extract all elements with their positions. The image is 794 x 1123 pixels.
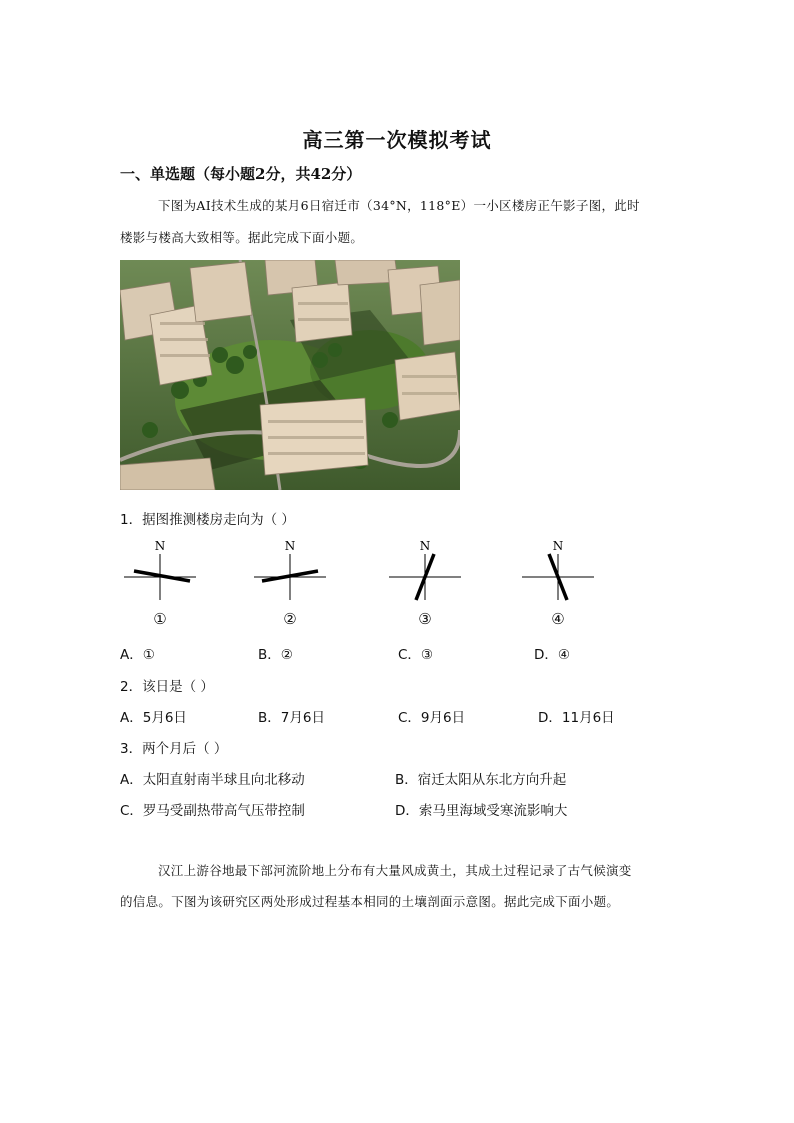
- section-heading: 一、单选题（每小题2分，共42分）: [120, 165, 362, 183]
- q2-option-d[interactable]: D．11月6日: [538, 710, 615, 726]
- q3-option-a[interactable]: A．太阳直射南半球且向北移动: [120, 772, 305, 788]
- passage2-line2: 的信息。下图为该研究区两处形成过程基本相同的土壤剖面示意图。据此完成下面小题。: [120, 894, 620, 909]
- q1-option-a[interactable]: A．①: [120, 647, 155, 663]
- diagram-number-1: ①: [153, 610, 167, 628]
- passage1-line2: 楼影与楼高大致相等。据此完成下面小题。: [120, 230, 364, 245]
- compass-diagram-1: [120, 536, 200, 608]
- north-label: N: [154, 539, 166, 553]
- q3-option-b[interactable]: B．宿迁太阳从东北方向升起: [395, 772, 567, 788]
- passage2-line1: 汉江上游谷地最下部河流阶地上分布有大量风成黄土，其成土过程记录了古气候演变: [158, 863, 632, 878]
- passage1-line1: 下图为AI技术生成的某月6日宿迁市（34°N，118°E）一小区楼房正午影子图，此时: [158, 198, 640, 213]
- north-label: N: [284, 539, 296, 553]
- diagram-number-2: ②: [283, 610, 297, 628]
- residential-buildings-aerial-photo: [120, 260, 460, 490]
- q3-option-d[interactable]: D．索马里海域受寒流影响大: [395, 803, 568, 819]
- q2-option-a[interactable]: A．5月6日: [120, 710, 187, 726]
- diagram-number-3: ③: [418, 610, 432, 628]
- q3-stem: 3．两个月后（ ）: [120, 741, 228, 757]
- q3-option-c[interactable]: C．罗马受副热带高气压带控制: [120, 803, 305, 819]
- compass-diagram-4: [518, 536, 598, 608]
- q2-option-b[interactable]: B．7月6日: [258, 710, 325, 726]
- q1-option-d[interactable]: D．④: [534, 647, 570, 663]
- diagram-number-4: ④: [551, 610, 565, 628]
- q2-stem: 2．该日是（ ）: [120, 679, 214, 695]
- q1-option-c[interactable]: C．③: [398, 647, 434, 663]
- q1-stem: 1．据图推测楼房走向为（ ）: [120, 512, 295, 528]
- north-label: N: [419, 539, 431, 553]
- north-label: N: [552, 539, 564, 553]
- q2-option-c[interactable]: C．9月6日: [398, 710, 466, 726]
- compass-diagram-3: [385, 536, 465, 608]
- q1-option-b[interactable]: B．②: [258, 647, 293, 663]
- exam-title: 高三第一次模拟考试: [302, 128, 492, 152]
- compass-diagram-2: [250, 536, 330, 608]
